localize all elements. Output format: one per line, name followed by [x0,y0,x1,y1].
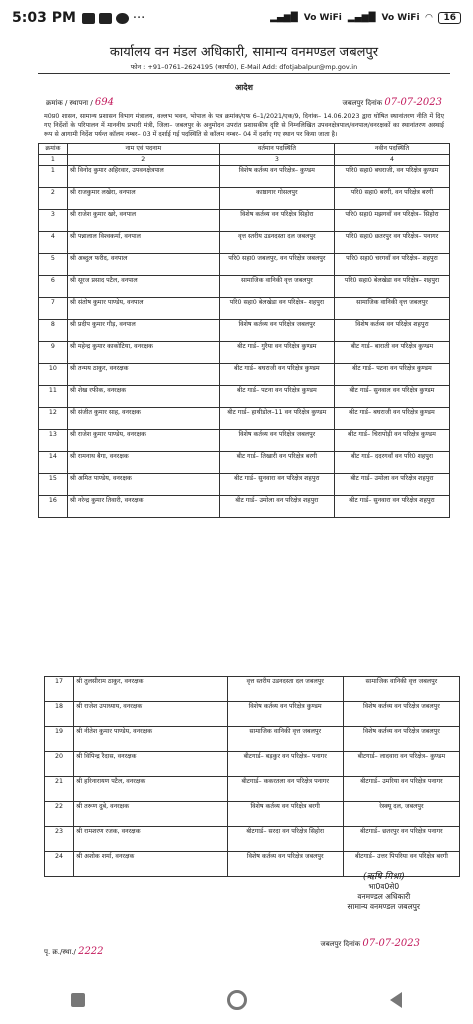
row-serial: 22 [45,802,74,827]
col-num: 1 [39,155,68,166]
row-name: श्री रामशरण रजक, वनरक्षक [74,827,228,852]
table-row [45,752,460,777]
col-header-serial: क्रमांक [39,144,68,155]
transfer-table [38,143,450,518]
message-icon [99,13,112,24]
row-name: श्री नरेन्द्र कुमार तिवारी, वनरक्षक [67,496,219,518]
row-serial: 11 [39,386,68,408]
row-name: श्री राजेश उपाध्याय, वनरक्षक [74,702,228,727]
row-new-posting: रेस्क्यू दल, जबलपुर [343,802,459,827]
row-current-posting: परि0 सहा0 बेलखेडा वन परिक्षेत्र– शहपुरा [219,298,334,320]
signature-line3: सामान्य वनमण्डल जबलपुर [347,902,420,911]
table-row [39,320,450,342]
row-current-posting: बीटगार्ड– बड़कुर वन परिक्षेत्र– पनागर [227,752,343,777]
row-name: श्री नीतेश कुमार पाण्डेय, वनरक्षक [74,727,228,752]
row-serial: 23 [45,827,74,852]
table-row [45,777,460,802]
row-new-posting: विशेष कर्तव्य वन परिक्षेत्र जबलपुर [343,702,459,727]
col-header-current: वर्तमान पदस्थिति [219,144,334,155]
row-name: श्री हरिनारायण पटैल, वनरक्षक [74,777,228,802]
row-current-posting: बीट गार्ड– उमोला वन परिक्षेत्र शहपुरा [219,496,334,518]
row-current-posting: बीट गार्ड– बघराजी वन परिक्षेत्र कुण्डम [219,364,334,386]
signature-line2: वनमण्डल अधिकारी [357,892,411,901]
row-serial: 19 [45,727,74,752]
col-num: 3 [219,155,334,166]
row-new-posting: बीट गार्ड– बघराजी वन परिक्षेत्र कुण्डम [334,408,449,430]
row-serial: 16 [39,496,68,518]
footer-ref-label: पृ. क्र./स्था./ [44,948,76,956]
row-name: श्री रामनाथ बैगा, वनरक्षक [67,452,219,474]
col-num: 2 [67,155,219,166]
table-row [39,188,450,210]
row-current-posting: काष्ठागार गोसलपुर [219,188,334,210]
row-serial: 15 [39,474,68,496]
row-current-posting: परि0 सहा0 जबलपुर, वन परिक्षेत्र जबलपुर [219,254,334,276]
footer-date: 07-07-2023 [362,938,420,949]
order-paragraph: म0प्र0 शासन, सामान्य प्रशासन विभाग मंत्रालय, वल्लभ भवन, भोपाल के पत्र क्रमांक/एफ 6–1/2021/एक/9, दिनांक– 14.06.2023 द्वारा घोषित स्थानांतरण नीति में दिए गए निर्देशों के परिपालन में माननीय प्रभारी मंत्री, जिला– जबलपुर के अनुमोदन उपरांत प्रशासकीय दृष्टि से निम्नलिखित उपवनक्षेत्रपाल/वनपाल/वनरक्षकों का स्थानांतरण अस्थाई रूप से आगामी निर्देश पर्यन्त कॉलम नम्बर– 03 में दर्शाई गई पदस्थिति से कॉलम नम्बर– 04 में दर्शाए गए स्थान पर किया जाता है। [44,113,444,138]
row-new-posting: परि0 सहा0 छतरपुर वन परिक्षेत्र– पनागर [334,232,449,254]
row-name: श्री तरूण दुबे, वनरक्षक [74,802,228,827]
order-date: 07-07-2023 [384,97,442,108]
row-name: श्री अशोक शर्मा, वनरक्षक [74,852,228,877]
table-row [45,702,460,727]
signature-scribble: (ऋषि मिश्रा) [362,872,405,882]
row-name: श्री संजीत कुमार साह, वनरक्षक [67,408,219,430]
row-current-posting: विशेष कर्तव्य वन परिक्षेत्र कुण्डम [227,702,343,727]
row-current-posting: बीट गार्ड– पटना वन परिक्षेत्र कुण्डम [219,386,334,408]
signal-icon: ▂▄▆█ [270,13,298,23]
more-icon: ··· [132,10,146,26]
row-serial: 1 [39,166,68,188]
table-row [39,496,450,518]
row-name: श्री राजेश कुमार खरे, वनपाल [67,210,219,232]
row-new-posting: सामाजिक वानिकी वृत्त जबलपुर [334,298,449,320]
back-button[interactable] [390,992,402,1008]
row-new-posting: विशेष कर्तव्य वन परिक्षेत्र शहपुरा [334,320,449,342]
table-row [39,342,450,364]
row-current-posting: विशेष कर्तव्य वन परिक्षेत्र सिहोरा [219,210,334,232]
table-row [39,430,450,452]
youtube-icon [82,13,95,24]
row-new-posting: सामाजिक वानिकी वृत्त जबलपुर [343,677,459,702]
row-current-posting: बीटगार्ड– सरदा वन परिक्षेत्र सिहोरा [227,827,343,852]
table-row [39,232,450,254]
table-row [45,727,460,752]
row-name: श्री तन्मय ठाकुर, वनरक्षक [67,364,219,386]
vowifi-2: Vo WiFi [381,13,420,23]
row-new-posting: बीट गार्ड– सुनवारा वन परिक्षेत्र शहपुरा [334,496,449,518]
row-new-posting: बीटगार्ड– छतरपुर वन परिक्षेत्र पनागर [343,827,459,852]
row-serial: 10 [39,364,68,386]
row-serial: 18 [45,702,74,727]
ref-number: 694 [94,97,115,108]
row-current-posting: विशेष कर्तव्य वन परिक्षेत्र जबलपुर [219,320,334,342]
row-name: श्री विनोद कुमार अहिरवार, उपवनक्षेत्रपाल [67,166,219,188]
status-bar [0,0,473,36]
table-row [39,166,450,188]
table-row [39,452,450,474]
row-serial: 24 [45,852,74,877]
row-new-posting: परि0 सहा0 बरगी, वन परिक्षेत्र बरगी [334,188,449,210]
date-label: जबलपुर दिनांक [342,99,383,107]
battery-icon: 16 [438,12,461,24]
row-new-posting: परि0 सहा0 चरगवाँ वन परिक्षेत्र– शहपुरा [334,254,449,276]
row-name: श्री राजेश कुमार पाण्डेय, वनरक्षक [67,430,219,452]
row-current-posting: बीट गार्ड– सुनवारा वन परिक्षेत्र शहपुरा [219,474,334,496]
wifi-icon: ◠ [425,13,433,23]
row-new-posting: बीट गार्ड– सुनवाल वन परिक्षेत्र कुण्डम [334,386,449,408]
row-serial: 14 [39,452,68,474]
row-current-posting: विशेष कर्तव्य वन परिक्षेत्र– कुण्डम [219,166,334,188]
row-current-posting: वृत्त स्तरीय उडनदस्ता दल जबलपुर [219,232,334,254]
signal-icon-2: ▂▄▆█ [347,13,376,23]
vowifi-1: Vo WiFi [303,13,342,23]
row-new-posting: विशेष कर्तव्य वन परिक्षेत्र जबलपुर [343,727,459,752]
row-serial: 8 [39,320,68,342]
table-row [39,276,450,298]
row-new-posting: बीट गार्ड– उमोला वन परिक्षेत्र शहपुरा [334,474,449,496]
table-row [39,386,450,408]
row-serial: 20 [45,752,74,777]
table-row [39,298,450,320]
row-name: श्री विपिन्द्र रैदास, वनरक्षक [74,752,228,777]
row-current-posting: विशेष कर्तव्य वन परिक्षेत्र बरगी [227,802,343,827]
col-num: 4 [334,155,449,166]
row-name: श्री तुलसीराम ठाकुर, वनरक्षक [74,677,228,702]
row-new-posting: बीट गार्ड– चिरापोड़ी वन परिक्षेत्र कुण्डम [334,430,449,452]
table-row [39,254,450,276]
footer-date-label: जबलपुर दिनांक [320,940,361,948]
row-current-posting: वृत्त स्तरीय उडनदस्ता दल जबलपुर [227,677,343,702]
contact-line: फोन : +91–0761–2624195 (कार्या0), E-Mail Add: dfotjabalpur@mp.gov.in [38,62,450,74]
row-new-posting: बीटगार्ड– लादवारा वन परिक्षेत्र– कुण्डम [343,752,459,777]
row-new-posting: बीट गार्ड– ददरगवाँ वन परि0 शहपुरा [334,452,449,474]
footer-ref-number: 2222 [78,946,104,957]
table-row [39,408,450,430]
row-current-posting: बीट गार्ड– हाथीडोल–11 वन परिक्षेत्र कुण्डम [219,408,334,430]
row-name: श्री पन्नालाल विश्वकर्मा, वनपाल [67,232,219,254]
row-new-posting: बीटगार्ड– उत्तर पिपरिया वन परिक्षेत्र बरगी [343,852,459,877]
row-serial: 3 [39,210,68,232]
col-header-new: नवीन पदस्थिति [334,144,449,155]
office-heading: कार्यालय वन मंडल अधिकारी, सामान्य वनमण्डल जबलपुर [109,45,379,60]
row-serial: 6 [39,276,68,298]
row-new-posting: परि0 सहा0 बघराजी, वन परिक्षेत्र कुण्डम [334,166,449,188]
row-new-posting: परि0 सहा0 बेलखेडा वन परिक्षेत्र– शहपुरा [334,276,449,298]
row-serial: 13 [39,430,68,452]
table-row [45,677,460,702]
table-row [45,827,460,852]
row-current-posting: बीट गार्ड– गुरैया वन परिक्षेत्र कुण्डम [219,342,334,364]
row-name: श्री संतोष कुमार पाण्डेय, वनपाल [67,298,219,320]
signature-block [347,872,420,912]
row-name: श्री महेन्द्र कुमार काकोटिया, वनरक्षक [67,342,219,364]
row-name: श्री अमित पाण्डेय, वनरक्षक [67,474,219,496]
row-name: श्री शेख रफीक, वनरक्षक [67,386,219,408]
order-title: आदेश [235,83,253,92]
row-serial: 17 [45,677,74,702]
row-new-posting: बीट गार्ड– पटना वन परिक्षेत्र कुण्डम [334,364,449,386]
recents-button[interactable] [71,993,85,1007]
status-time: 5:03 PM [12,10,76,26]
row-current-posting: विशेष कर्तव्य वन परिक्षेत्र जबलपुर [219,430,334,452]
table-row [39,474,450,496]
signature-line1: भा0व0से0 [368,882,400,891]
row-serial: 4 [39,232,68,254]
ref-label: क्रमांक / स्थापना / [46,99,93,107]
row-new-posting: बीटगार्ड– उमरिया वन परिक्षेत्र पनागर [343,777,459,802]
table-row [39,364,450,386]
home-button[interactable] [227,990,247,1010]
row-serial: 5 [39,254,68,276]
row-serial: 21 [45,777,74,802]
row-serial: 12 [39,408,68,430]
row-serial: 2 [39,188,68,210]
row-serial: 9 [39,342,68,364]
table-row [45,802,460,827]
settings-icon [116,13,129,24]
row-name: श्री प्रदीप कुमार गौड़, वनपाल [67,320,219,342]
col-header-name: नाम एवं पदनाम [67,144,219,155]
row-name: श्री राजकुमार लखेरा, वनपाल [67,188,219,210]
table-row [39,210,450,232]
row-serial: 7 [39,298,68,320]
row-current-posting: बीटगार्ड– ककरतला वन परिक्षेत्र पनागर [227,777,343,802]
document-page-2 [44,676,460,976]
document-page-1 [38,38,450,624]
row-new-posting: परि0 सहा0 मझगवाँ वन परिक्षेत्र– सिहोरा [334,210,449,232]
row-current-posting: विशेष कर्तव्य वन परिक्षेत्र जबलपुर [227,852,343,877]
row-name: श्री सूरज प्रसाद पटैल, वनपाल [67,276,219,298]
navigation-bar [0,976,473,1024]
transfer-table-continued [44,676,460,877]
row-name: श्री अब्दुल फरीद, वनपाल [67,254,219,276]
row-new-posting: बीट गार्ड– बाराती वन परिक्षेत्र कुण्डम [334,342,449,364]
row-current-posting: सामाजिक वानिकी वृत्त जबलपुर [227,727,343,752]
row-current-posting: सामाजिक वानिकी वृत्त जबलपुर [219,276,334,298]
row-current-posting: बीट गार्ड– तिखारी वन परिक्षेत्र बरगी [219,452,334,474]
